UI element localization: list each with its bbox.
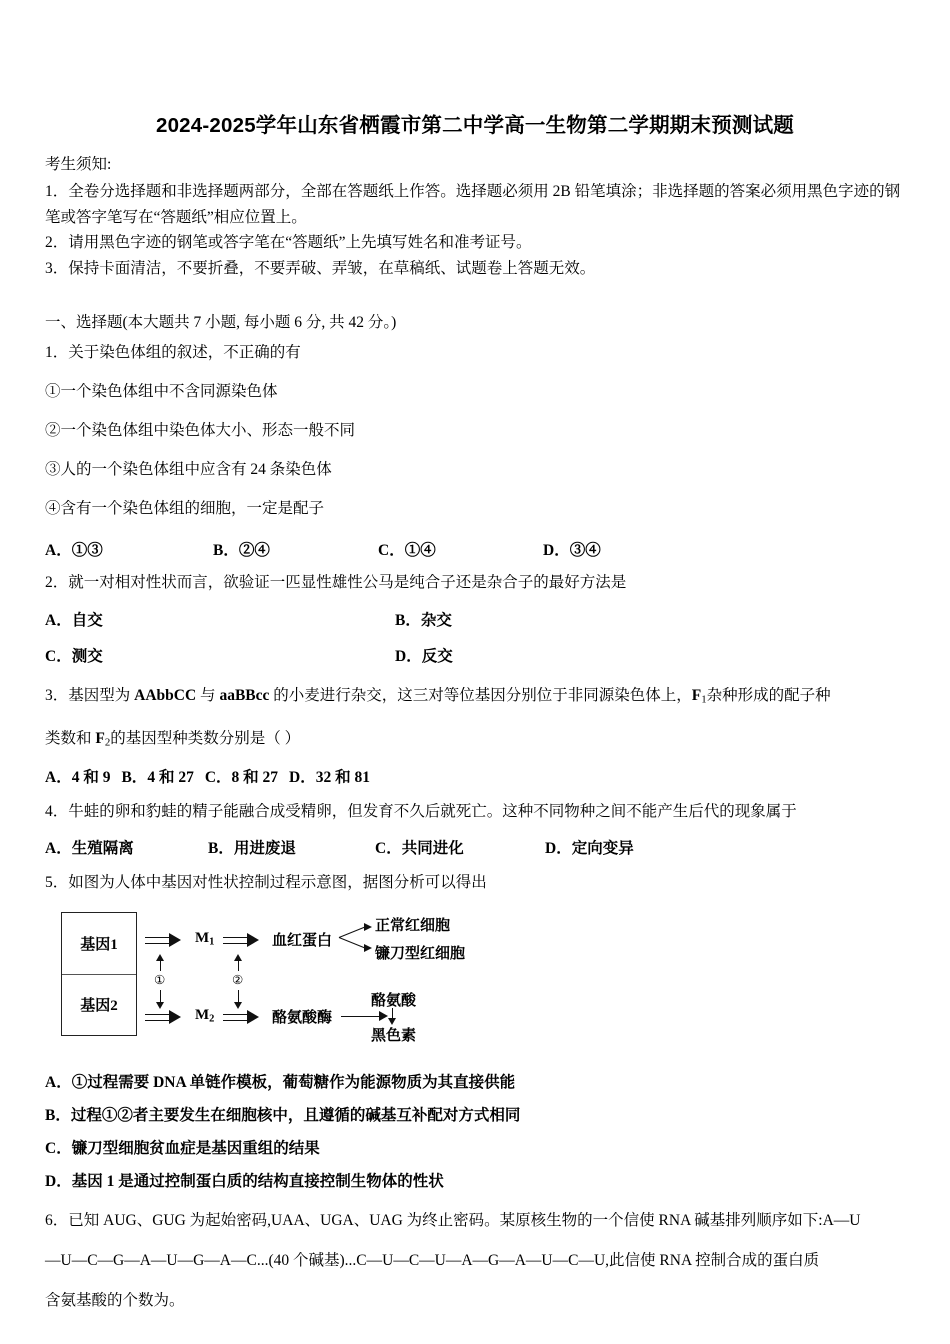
question-2-option-c[interactable]: C．测交 [45, 648, 103, 665]
question-5-option-d[interactable]: D．基因 1 是通过控制蛋白质的结构直接控制生物体的性状 [45, 1172, 444, 1190]
question-3-stem-line-2: 类数和 $F_2$的基因型种类数分别是（ ） [45, 730, 301, 749]
question-4-stem: 4．牛蛙的卵和豹蛙的精子能融合成受精卵，但发育不久后就死亡。这种不同物种之间不能产生后代的现象属于 [45, 802, 797, 820]
question-3-option-a[interactable]: A．4 和 9 [45, 768, 111, 786]
question-6-line-1: 6．已知 AUG、GUG 为起始密码,UAA、UGA、UAG 为终止密码。某原核生物的一个信使 RNA 碱基排列顺序如下:A—U [45, 1211, 861, 1229]
translation-arrow-m2 [223, 1009, 263, 1027]
question-3-options [45, 763, 907, 792]
link-arrowhead-1-down [156, 1002, 164, 1009]
m1-label: $M_1$ [195, 929, 215, 948]
page-title: 2024-2025学年山东省栖霞市第二中学高一生物第二学期期末预测试题 [155, 114, 795, 137]
spacer [45, 281, 907, 310]
question-4-option-a[interactable]: A．生殖隔离 [45, 839, 134, 857]
question-1-subitem-2: ②一个染色体组中染色体大小、形态一般不同 [45, 422, 356, 439]
section-heading: 一、选择题(本大题共 7 小题, 每小题 6 分, 共 42 分。) [45, 314, 397, 331]
tyrosine-label: 酪氨酸 [371, 992, 417, 1009]
question-2-option-d[interactable]: D．反交 [395, 648, 453, 665]
question-1-subitem-3: ③人的一个染色体组中应含有 24 条染色体 [45, 461, 332, 478]
question-2-options-row-2 [45, 641, 907, 672]
catalysis-arrowhead [379, 1011, 388, 1021]
question-3-stem-line-1: 3．基因型为 AAbbCC 与 aaBBcc 的小麦进行杂交，这三对等位基因分别位于非同源染色体上，$F_1$杂种形成的配子种 [45, 687, 831, 706]
question-5-option-a[interactable]: A．①过程需要 DNA 单链作模板，葡萄糖作为能源物质为其直接供能 [45, 1073, 516, 1091]
question-6-line-3: 含氨基酸的个数为。 [45, 1291, 185, 1309]
question-2-option-b[interactable]: B．杂交 [395, 612, 452, 629]
notice-heading: 考生须知: [45, 156, 112, 173]
hemoglobin-label: 血红蛋白 [272, 932, 333, 949]
question-3-option-b[interactable]: B．4 和 27 [121, 768, 194, 786]
question-2-options-row-1 [45, 605, 907, 636]
question-1-options [45, 535, 907, 566]
gene-1-label: 基因1 [80, 936, 118, 953]
transcription-arrow-gene2 [145, 1009, 185, 1027]
step-1-label: ① [154, 971, 166, 987]
question-1-subitem-1: ①一个染色体组中不含同源染色体 [45, 383, 278, 400]
question-5-stem: 5．如图为人体中基因对性状控制过程示意图，据图分析可以得出 [45, 873, 487, 891]
question-5-option-c[interactable]: C．镰刀型细胞贫血症是基因重组的结果 [45, 1139, 320, 1157]
question-1-stem: 1．关于染色体组的叙述，不正确的有 [45, 344, 301, 361]
link-arrowhead-2-down [234, 1002, 242, 1009]
document-body [45, 152, 907, 1321]
question-6-line-2: —U—C—G—A—U—G—A—C...(40 个碱基)...C—U—C—U—A—G—A—U—C—U,此信使 RNA 控制合成的蛋白质 [45, 1251, 820, 1269]
tyrosinase-label: 酪氨酸酶 [272, 1009, 333, 1026]
question-4-option-d[interactable]: D．定向变异 [545, 839, 634, 857]
question-4-option-c[interactable]: C．共同进化 [375, 839, 464, 857]
transcription-arrow-gene1 [145, 932, 185, 950]
question-1-subitem-4: ④含有一个染色体组的细胞，一定是配子 [45, 500, 325, 517]
gene-expression-diagram [61, 906, 481, 1054]
question-4-option-b[interactable]: B．用进废退 [208, 839, 296, 857]
gene-box [61, 912, 137, 1036]
question-4-options [45, 833, 907, 864]
sickle-rbc-label: 镰刀型红细胞 [375, 945, 466, 962]
normal-rbc-label: 正常红细胞 [375, 917, 451, 934]
catalysis-arrow-line [341, 1016, 381, 1017]
question-5-option-b[interactable]: B．过程①②者主要发生在细胞核中，且遵循的碱基互补配对方式相同 [45, 1106, 521, 1124]
m2-label: $M_2$ [195, 1006, 215, 1025]
link-arrowhead-1-up [156, 954, 164, 961]
translation-arrow-m1 [223, 932, 263, 950]
question-1-option-d[interactable]: D．③④ [543, 542, 601, 559]
question-1-option-c[interactable]: C．①④ [378, 542, 436, 559]
question-1-option-b[interactable]: B．②④ [213, 542, 270, 559]
question-3-option-d[interactable]: D．32 和 81 [289, 768, 371, 786]
step-2-label: ② [232, 971, 244, 987]
question-1-option-a[interactable]: A．①③ [45, 542, 103, 559]
melanin-label: 黑色素 [371, 1027, 417, 1044]
notice-item-2: 2．请用黑色字迹的钢笔或答字笔在“答题纸”上先填写姓名和准考证号。 [45, 234, 532, 251]
question-2-stem: 2．就一对相对性状而言，欲验证一匹显性雄性公马是纯合子还是杂合子的最好方法是 [45, 574, 627, 591]
gene-2-label: 基因2 [80, 997, 118, 1014]
notice-item-1: 1．全卷分选择题和非选择题两部分，全部在答题纸上作答。选择题必须用 2B 铅笔填涂；非选择题的答案必须用黑色字迹的钢笔或答字笔写在“答题纸”相应位置上。 [45, 183, 901, 226]
notice-item-3: 3．保持卡面清洁，不要折叠，不要弄破、弄皱，在草稿纸、试题卷上答题无效。 [45, 259, 596, 277]
link-arrowhead-2-up [234, 954, 242, 961]
question-3-option-c[interactable]: C．8 和 27 [204, 768, 279, 786]
question-2-option-a[interactable]: A．自交 [45, 612, 103, 629]
